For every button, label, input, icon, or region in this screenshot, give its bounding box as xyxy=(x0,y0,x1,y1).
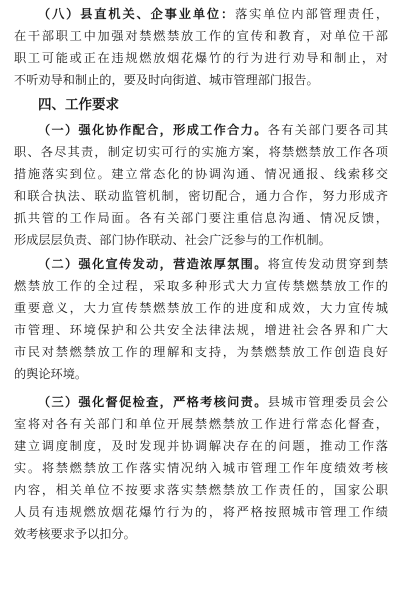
paragraph-line: 职工可能或正在违规燃放烟花爆竹的行为进行劝导和制止，对 xyxy=(14,51,388,65)
paragraph-line: 市民对禁燃禁放工作的理解和支持，为禁燃禁放工作创造良好 xyxy=(14,345,388,359)
paragraph-line: 的舆论环境。 xyxy=(14,367,88,381)
clause-text: 落实单位内部管理责任， xyxy=(235,7,388,21)
paragraph-line: 抓共管的工作局面。各有关部门要注重信息沟通、情况反馈， xyxy=(14,211,388,225)
clause-label: （八）县直机关、企事业单位： xyxy=(38,7,236,21)
paragraph-line xyxy=(38,4,388,24)
section-heading: 四、工作要求 xyxy=(38,97,119,113)
paragraph-line: 措施落实到位。建立常态化的协调沟通、情况通报、线索移交 xyxy=(14,167,388,181)
paragraph-line: 在干部职工中加强对禁燃禁放工作的宣传和教育，对单位干部 xyxy=(14,29,388,43)
paragraph-line: 不听劝导和制止的，要及时向街道、城市管理部门报告。 xyxy=(14,73,319,87)
paragraph-line: 燃禁放工作的全过程，采取多种形式大力宣传禁燃禁放工作的 xyxy=(14,279,388,293)
paragraph-line: 市管理、环境保护和公共安全法律法规，增进社会各界和广大 xyxy=(14,323,388,337)
paragraph-line xyxy=(38,254,388,274)
paragraph-line: 重要意义，大力宣传禁燃禁放工作的进度和成效，大力宣传城 xyxy=(14,301,388,315)
paragraph-line: 人员有违规燃放烟花爆竹行为的，将严格按照城市管理工作绩 xyxy=(14,505,388,519)
paragraph-line xyxy=(38,392,388,412)
paragraph-line: 内容，相关单位不按要求落实禁燃禁放工作责任的，国家公职 xyxy=(14,483,388,497)
paragraph-line: 和联合执法、联动监管机制，密切配合，通力合作，努力形成齐 xyxy=(14,189,388,203)
clause-label: （一）强化协作配合，形成工作合力。 xyxy=(38,123,268,137)
paragraph-line: 形成层层负责、部门协作联动、社会广泛参与的工作机制。 xyxy=(14,233,331,247)
clause-label: （二）强化宣传发动，营造浓厚氛围。 xyxy=(38,257,268,271)
paragraph-line: 实。将禁燃禁放工作落实情况纳入城市管理工作年度绩效考核 xyxy=(14,461,388,475)
paragraph-line: 建立调度制度，及时发现并协调解决存在的问题，推动工作落 xyxy=(14,439,388,453)
clause-label: （三）强化督促检查，严格考核问责。 xyxy=(38,395,268,409)
clause-text: 各有关部门要各司其 xyxy=(267,123,388,137)
paragraph-line: 职、各尽其责，制定切实可行的实施方案，将禁燃禁放工作各项 xyxy=(14,145,388,159)
paragraph-line: 室将对各有关部门和单位开展禁燃禁放工作进行常态化督查， xyxy=(14,417,388,431)
clause-text: 将宣传发动贯穿到禁 xyxy=(267,257,388,271)
paragraph-line xyxy=(38,120,388,140)
clause-text: 县城市管理委员会公 xyxy=(267,395,388,409)
paragraph-line: 效考核要求予以扣分。 xyxy=(14,527,136,541)
